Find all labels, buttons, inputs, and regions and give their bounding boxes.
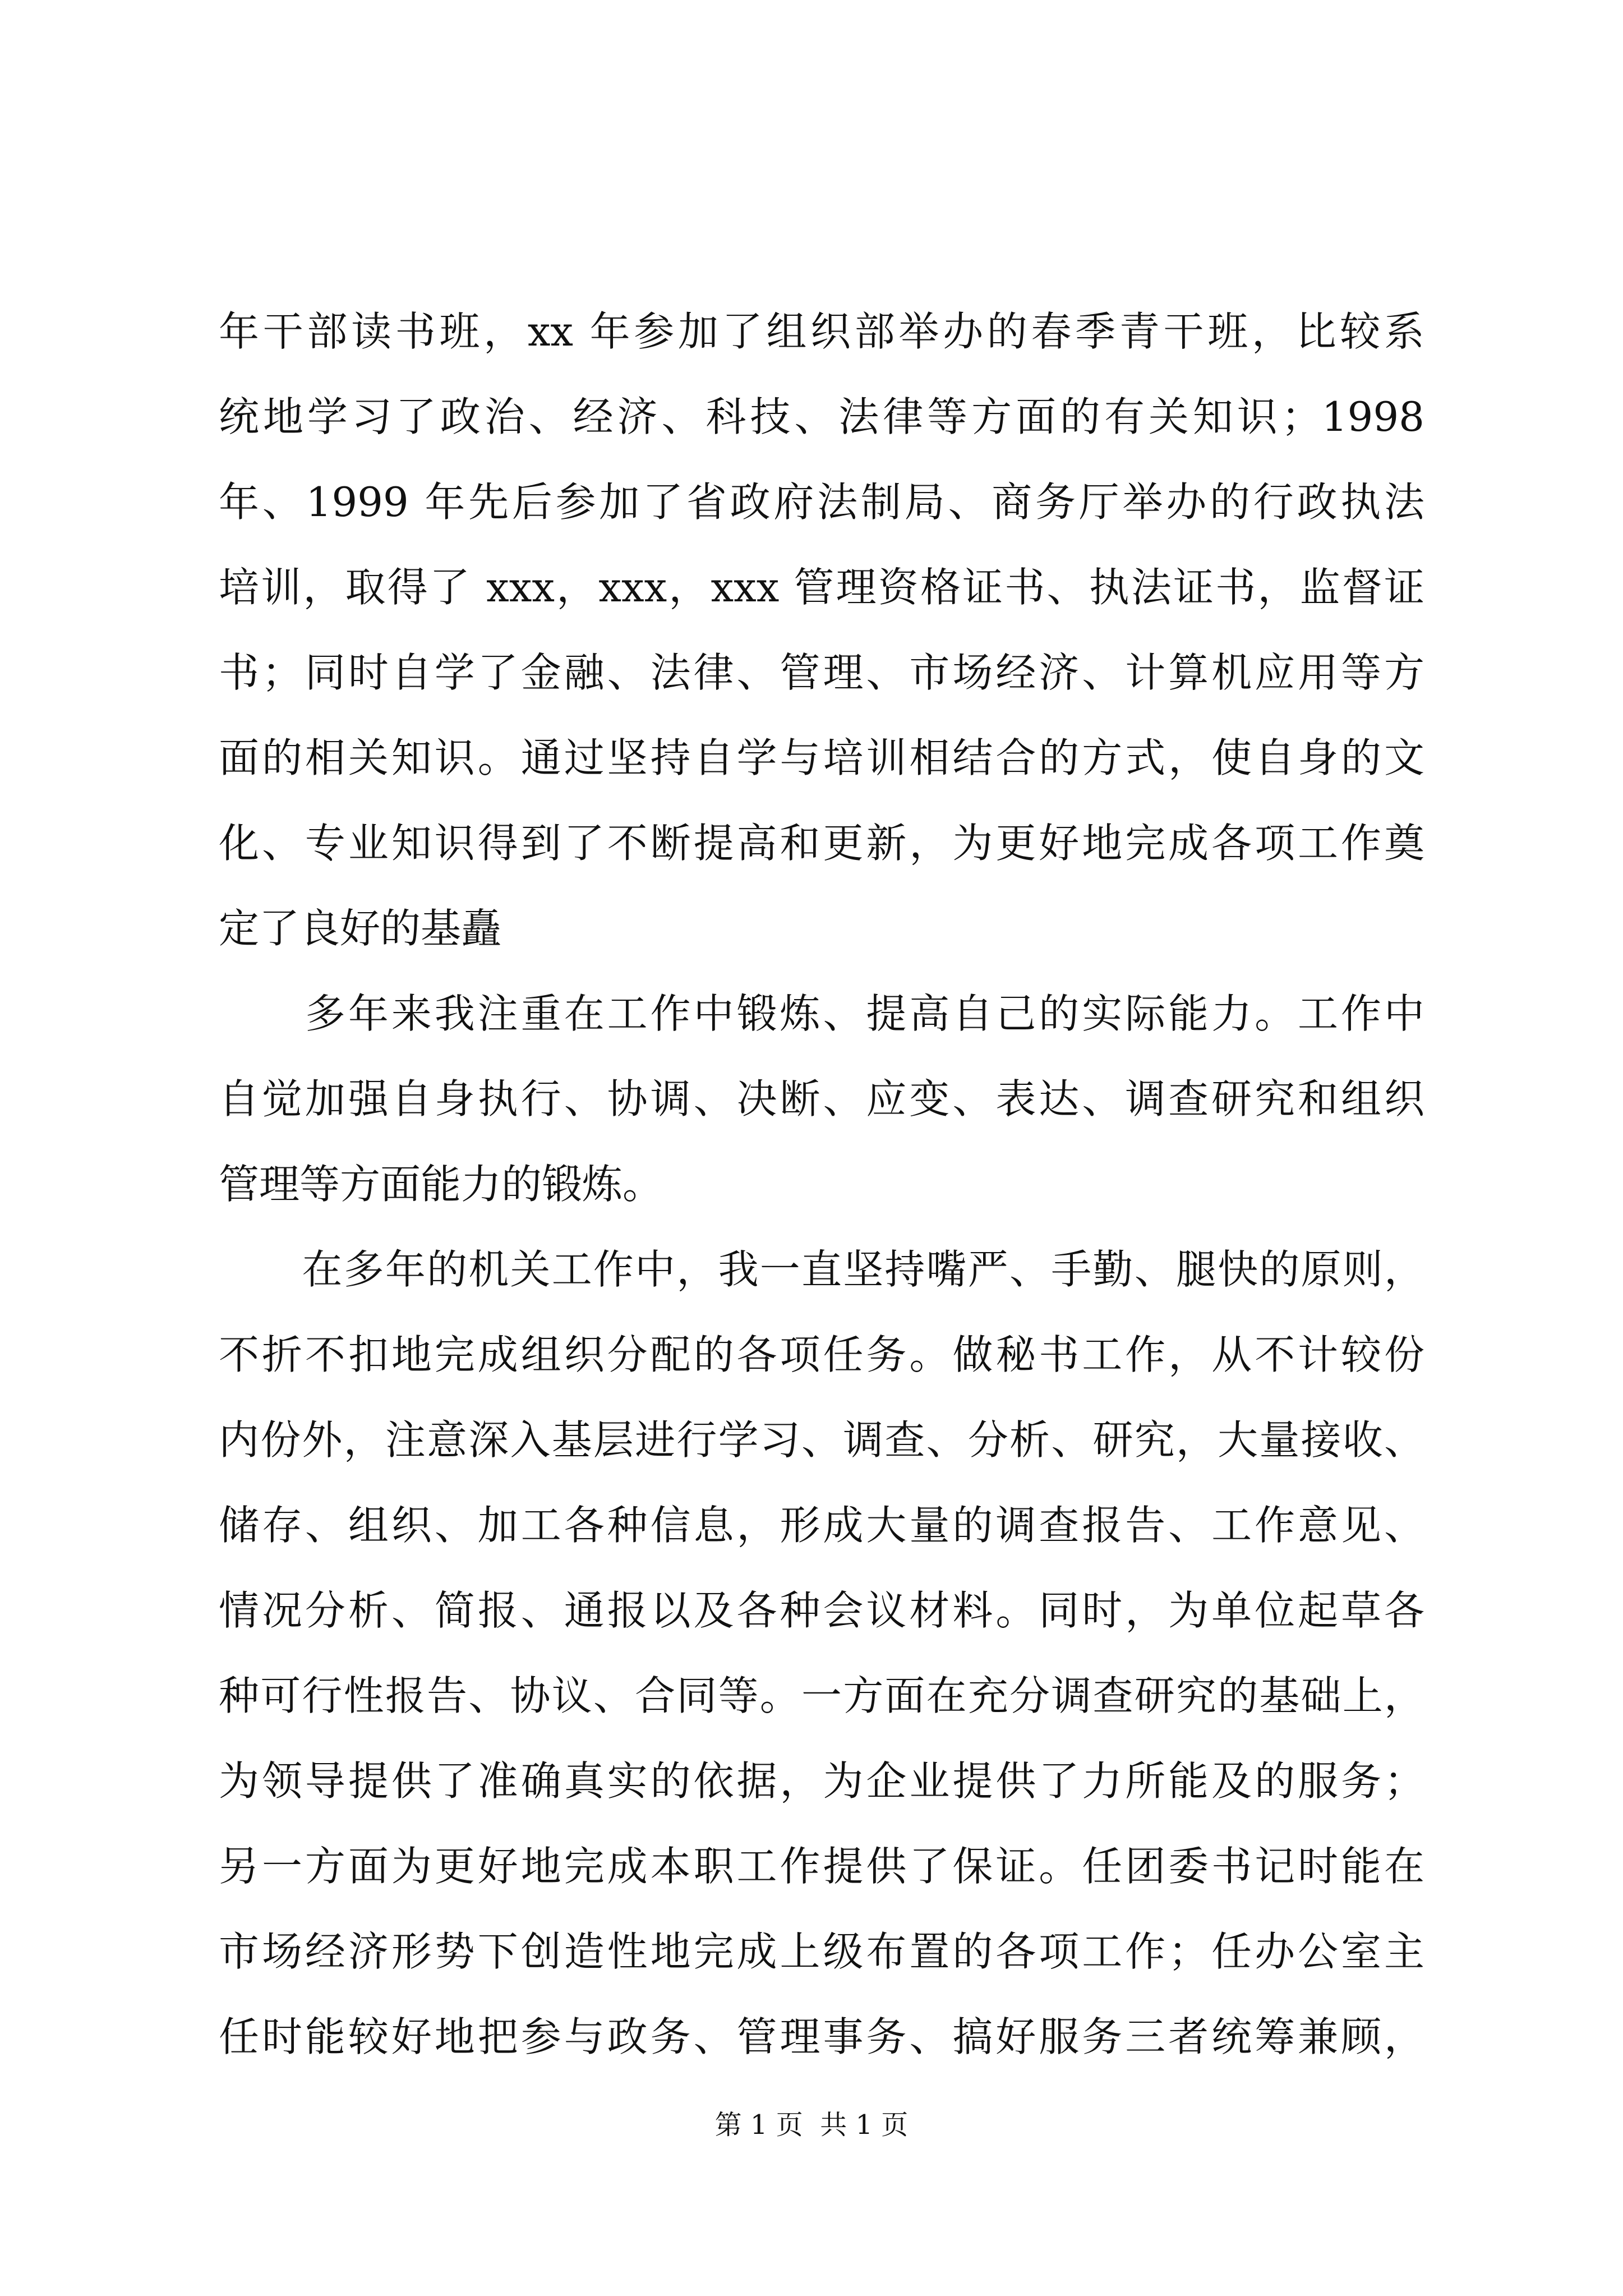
- text-line: 统地学习了政治、经济、科技、法律等方面的有关知识；1998: [219, 393, 1424, 440]
- text-line: 为领导提供了准确真实的依据，为企业提供了力所能及的服务；: [219, 1757, 1424, 1805]
- text-line: 面的相关知识。通过坚持自学与培训相结合的方式，使自身的文: [219, 734, 1424, 781]
- text-line: 自觉加强自身执行、协调、决断、应变、表达、调查研究和组织: [219, 1075, 1424, 1122]
- page-footer: 第 1 页 共 1 页: [714, 2109, 909, 2141]
- text-line: 书；同时自学了金融、法律、管理、市场经济、计算机应用等方: [219, 649, 1424, 696]
- text-line: 年、1999 年先后参加了省政府法制局、商务厅举办的行政执法: [219, 478, 1424, 526]
- text-line: 储存、组织、加工各种信息，形成大量的调查报告、工作意见、: [219, 1502, 1424, 1549]
- text-line: 在多年的机关工作中，我一直坚持嘴严、手勤、腿快的原则，: [219, 1246, 1424, 1293]
- text-line: 定了良好的基矗: [219, 905, 502, 952]
- text-line: 不折不扣地完成组织分配的各项任务。做秘书工作，从不计较份: [219, 1331, 1424, 1378]
- text-line: 另一方面为更好地完成本职工作提供了保证。任团委书记时能在: [219, 1843, 1424, 1890]
- text-line: 年干部读书班，xx 年参加了组织部举办的春季青干班，比较系: [219, 308, 1424, 355]
- text-line: 培训，取得了 xxx，xxx，xxx 管理资格证书、执法证书，监督证: [219, 564, 1424, 611]
- text-line: 情况分析、简报、通报以及各种会议材料。同时，为单位起草各: [219, 1587, 1424, 1634]
- body-text: [219, 289, 1424, 2079]
- text-line: 化、专业知识得到了不断提高和更新，为更好地完成各项工作奠: [219, 820, 1424, 867]
- text-line: 市场经济形势下创造性地完成上级布置的各项工作；任办公室主: [219, 1928, 1424, 1975]
- text-line: 任时能较好地把参与政务、管理事务、搞好服务三者统筹兼顾，: [219, 2013, 1424, 2060]
- text-line: 内份外，注意深入基层进行学习、调查、分析、研究，大量接收、: [219, 1416, 1424, 1464]
- text-line: 种可行性报告、协议、合同等。一方面在充分调查研究的基础上，: [219, 1672, 1424, 1719]
- text-line: 多年来我注重在工作中锻炼、提高自己的实际能力。工作中: [219, 990, 1424, 1037]
- text-line: 管理等方面能力的锻炼。: [219, 1161, 663, 1208]
